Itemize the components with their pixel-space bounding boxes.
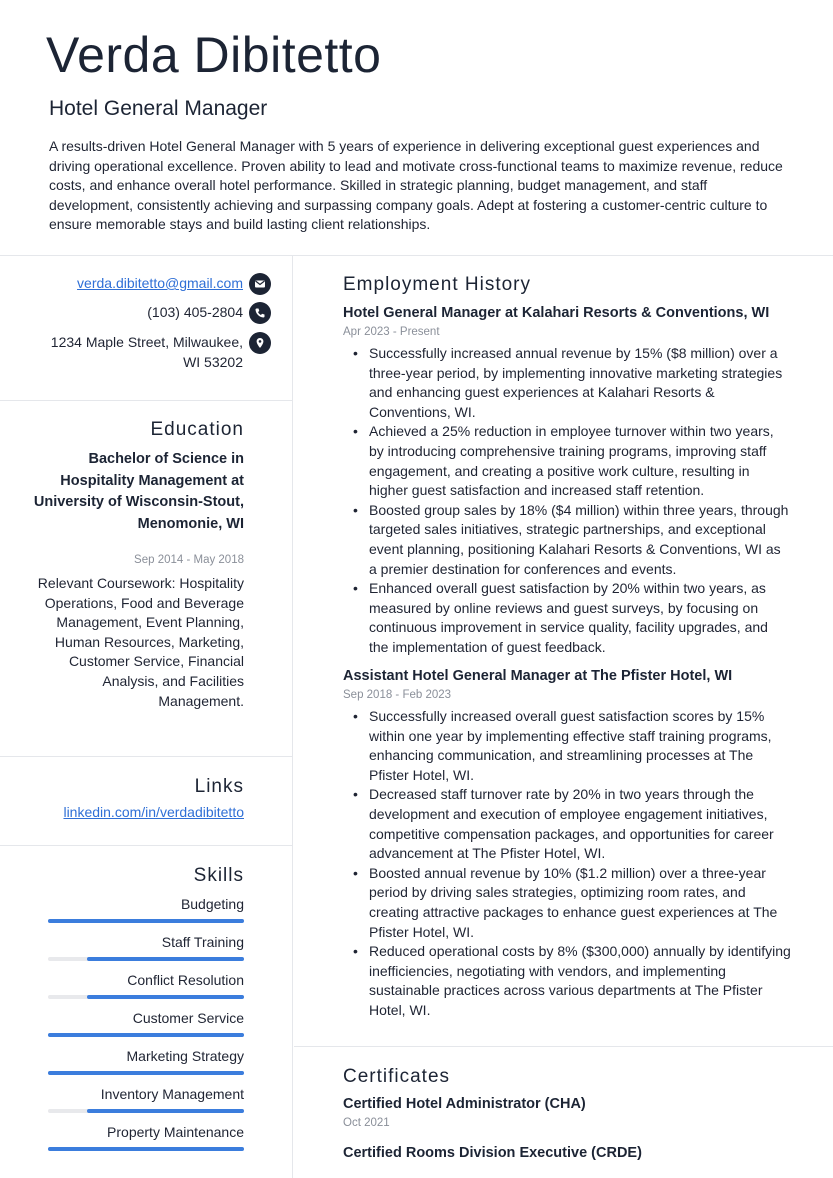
- job-bullet: • Reduced operational costs by 8% ($300,000) annually by identifying inefficiencies, negotiating with vendors, and implementing sustainable practices across various departments at The Pfister Hotel, WI.: [351, 942, 791, 1020]
- skill-level-track: [48, 1071, 244, 1075]
- skill-name: Marketing Strategy: [126, 1048, 244, 1064]
- contact-phone-row: [147, 302, 271, 324]
- resume-header: [0, 0, 833, 256]
- skill-level-track: [48, 1033, 244, 1037]
- employment-heading: Employment History: [343, 274, 531, 295]
- skill-level-fill: [87, 995, 244, 999]
- contact-email-row: [77, 273, 271, 295]
- skill-level-fill: [87, 1109, 244, 1113]
- left-column: [0, 256, 293, 1178]
- skill-level-track: [48, 957, 244, 961]
- phone-icon: [249, 302, 271, 324]
- skill-item: [48, 932, 244, 970]
- skill-name: Staff Training: [161, 934, 244, 950]
- job-role: Hotel General Manager: [49, 97, 268, 120]
- divider: [0, 845, 293, 846]
- job-bullet: • Boosted annual revenue by 10% ($1.2 million) over a three-year period by driving sales strategies, optimizing room rates, and creating attractive packages to enhance guest experiences at The Pfister Hotel, WI.: [351, 864, 791, 942]
- linkedin-link[interactable]: linkedin.com/in/verdadibitetto: [63, 804, 244, 820]
- skill-name: Inventory Management: [100, 1086, 244, 1102]
- skill-name: Property Maintenance: [107, 1124, 244, 1140]
- skill-name: Conflict Resolution: [127, 972, 244, 988]
- job-bullets: [351, 344, 791, 658]
- skill-level-fill: [48, 1071, 244, 1075]
- divider: [294, 1046, 833, 1047]
- envelope-icon: [249, 273, 271, 295]
- skill-item: [48, 894, 244, 932]
- education-heading: Education: [150, 419, 244, 440]
- certificates-heading: Certificates: [343, 1066, 451, 1087]
- job-title: Hotel General Manager at Kalahari Resorts & Conventions, WI: [343, 305, 770, 321]
- divider: [0, 400, 293, 401]
- job-bullet: • Enhanced overall guest satisfaction by 20% within two years, as measured by online reviews and guest surveys, by focusing on continuous improvement in service quality, facility upgrades, and the implementation of guest feedback.: [351, 579, 791, 657]
- candidate-name: Verda Dibitetto: [46, 27, 382, 83]
- skill-name: Budgeting: [180, 896, 244, 912]
- skill-item: [48, 970, 244, 1008]
- skill-item: [48, 1122, 244, 1160]
- phone-number: (103) 405-2804: [147, 304, 243, 320]
- address-line-2: WI 53202: [183, 354, 243, 370]
- contact-address-row: [51, 332, 271, 372]
- skill-level-fill: [48, 1147, 244, 1151]
- divider: [0, 756, 293, 757]
- education-date: Sep 2014 - May 2018: [134, 554, 244, 566]
- skill-item: [48, 1008, 244, 1046]
- certificate-name: Certified Rooms Division Executive (CRDE): [343, 1145, 642, 1161]
- skill-level-track: [48, 995, 244, 999]
- skill-item: [48, 1084, 244, 1122]
- email-link[interactable]: verda.dibitetto@gmail.com: [77, 275, 243, 291]
- skill-name: Customer Service: [132, 1010, 244, 1026]
- education-degree: Bachelor of Science in Hospitality Management at University of Wisconsin-Stout, Menomonie, WI: [33, 451, 244, 532]
- job-date: Sep 2018 - Feb 2023: [343, 689, 452, 701]
- job-bullet: • Boosted group sales by 18% ($4 million) within three years, through targeted sales initiatives, strategic partnerships, and exceptional event planning, positioning Kalahari Resorts & Conventions, WI as a premier destination for conferences and events.: [351, 501, 791, 579]
- profile-summary: A results-driven Hotel General Manager with 5 years of experience in delivering exceptional guest experiences and driving operational excellence. Proven ability to lead and motivate cross-functional teams to maximize revenue, reduce costs, and enhance overall hotel performance. Skilled in strategic planning, budget management, and staff development, consistently achieving and surpassing company goals. Adept at fostering a customer-centric culture to ensure memorable stays and build lasting client relationships.: [49, 138, 783, 233]
- location-pin-icon: [249, 332, 271, 354]
- skills-heading: Skills: [193, 865, 244, 886]
- certificate-name: Certified Hotel Administrator (CHA): [343, 1096, 586, 1112]
- links-heading: Links: [194, 776, 244, 797]
- skill-level-track: [48, 1147, 244, 1151]
- skill-level-fill: [87, 957, 244, 961]
- job-bullet: • Successfully increased overall guest satisfaction scores by 15% within one year by implementing effective staff training programs, enhancing communication, and streamlining processes at The Pfister Hotel, WI.: [351, 707, 791, 785]
- skill-item: [48, 1046, 244, 1084]
- address-line-1: 1234 Maple Street, Milwaukee,: [50, 334, 243, 350]
- skill-level-fill: [48, 1033, 244, 1037]
- skill-level-fill: [48, 919, 244, 923]
- job-bullet: • Decreased staff turnover rate by 20% in two years through the development and execution of employee engagement initiatives, competitive compensation packages, and opportunities for career advancement at The Pfister Hotel, WI.: [351, 785, 791, 863]
- education-coursework: Relevant Coursework: Hospitality Operations, Food and Beverage Management, Event Planning, Human Resources, Marketing, Customer Service, Financial Analysis, and Facilities Management.: [37, 575, 244, 709]
- job-title: Assistant Hotel General Manager at The Pfister Hotel, WI: [343, 668, 733, 684]
- job-date: Apr 2023 - Present: [343, 326, 440, 338]
- skill-level-track: [48, 919, 244, 923]
- job-bullets: [351, 707, 791, 1021]
- job-bullet: • Achieved a 25% reduction in employee turnover within two years, by introducing comprehensive training programs, improving staff engagement, and creating a positive work culture, resulting in higher guest satisfaction and increased staff retention.: [351, 422, 791, 500]
- job-bullet: • Successfully increased annual revenue by 15% ($8 million) over a three-year period, by implementing innovative marketing strategies and enhancing guest experiences at Kalahari Resorts & Conventions, WI.: [351, 344, 791, 422]
- address: [51, 332, 243, 372]
- skill-level-track: [48, 1109, 244, 1113]
- right-column: [294, 256, 833, 1178]
- certificate-date: Oct 2021: [343, 1117, 390, 1129]
